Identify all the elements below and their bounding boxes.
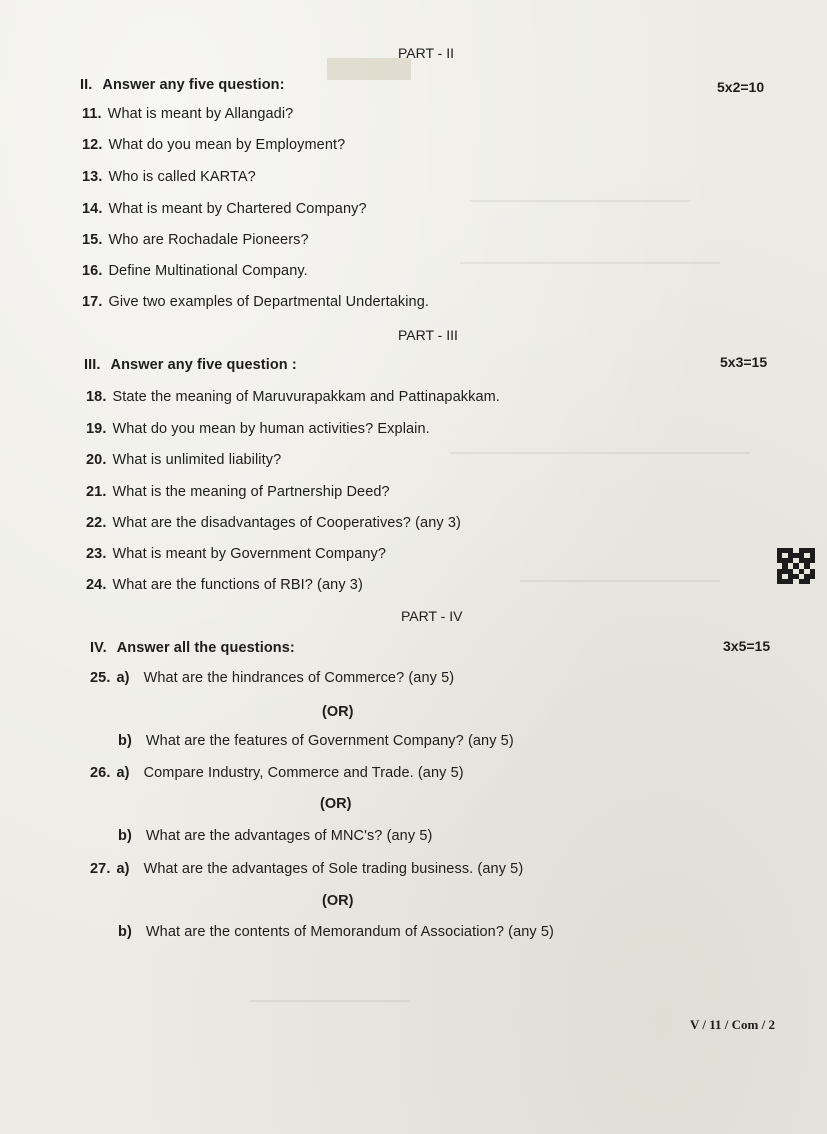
- part-3-marks: 5x3=15: [720, 354, 768, 370]
- question-12: [82, 137, 345, 153]
- question-text: Define Multinational Company.: [108, 263, 308, 279]
- part-3-instruction-text: Answer any five question :: [110, 357, 297, 373]
- or-label: (OR): [322, 893, 354, 909]
- question-text: What are the advantages of MNC's? (any 5): [145, 828, 433, 844]
- question-text: Who are Rochadale Pioneers?: [108, 232, 309, 248]
- question-number: 24.: [86, 577, 107, 593]
- question-11: [82, 106, 293, 122]
- question-text: What do you mean by Employment?: [108, 137, 346, 153]
- part-4-number: IV.: [90, 640, 107, 656]
- faded-stamp: [327, 58, 411, 80]
- question-text: What do you mean by human activities? Explain.: [112, 421, 430, 437]
- part-2-heading: PART - II: [398, 45, 455, 61]
- or-label: (OR): [322, 704, 354, 720]
- question-text: Give two examples of Departmental Undertaking.: [108, 294, 429, 310]
- question-text: What are the functions of RBI? (any 3): [112, 577, 363, 593]
- question-16: [82, 263, 308, 279]
- question-25a: [90, 670, 454, 686]
- question-14: [82, 201, 367, 217]
- question-number: 21.: [86, 484, 107, 500]
- part-2-instruction: [80, 77, 285, 93]
- question-text: What are the advantages of Sole trading business. (any 5): [143, 861, 524, 877]
- question-text: Compare Industry, Commerce and Trade. (any 5): [143, 765, 464, 781]
- question-text: Who is called KARTA?: [108, 169, 256, 185]
- show-through-bleed: [460, 262, 720, 264]
- question-26a: [90, 765, 464, 781]
- question-number: 13.: [82, 169, 103, 185]
- part-3-number: III.: [84, 357, 101, 373]
- question-text: What are the hindrances of Commerce? (any 5): [143, 670, 455, 686]
- question-number: 12.: [82, 137, 103, 153]
- question-number: 15.: [82, 232, 103, 248]
- question-number: 23.: [86, 546, 107, 562]
- or-label: (OR): [320, 796, 352, 812]
- option-label: a): [116, 861, 130, 877]
- question-text: What is meant by Government Company?: [112, 546, 387, 562]
- question-19: [86, 421, 430, 437]
- question-number: 25.: [90, 670, 111, 686]
- show-through-bleed: [470, 200, 690, 202]
- question-21: [86, 484, 390, 500]
- question-text: What is the meaning of Partnership Deed?: [112, 484, 390, 500]
- question-number: 16.: [82, 263, 103, 279]
- option-label: a): [116, 765, 130, 781]
- question-20: [86, 452, 281, 468]
- part-4-heading: PART - IV: [401, 608, 463, 624]
- question-24: [86, 577, 363, 593]
- question-number: 18.: [86, 389, 107, 405]
- question-17: [82, 294, 429, 310]
- question-number: 11.: [82, 106, 102, 122]
- option-label: b): [118, 924, 132, 940]
- question-number: 20.: [86, 452, 107, 468]
- question-number: 17.: [82, 294, 103, 310]
- part-4-instruction: [90, 640, 295, 656]
- question-25b: [118, 733, 514, 749]
- show-through-bleed: [250, 1000, 410, 1002]
- question-number: 19.: [86, 421, 107, 437]
- question-text: What is unlimited liability?: [112, 452, 282, 468]
- question-15: [82, 232, 309, 248]
- part-4-marks: 3x5=15: [723, 638, 771, 654]
- question-22: [86, 515, 461, 531]
- paper-code: V / 11 / Com / 2: [690, 1017, 775, 1032]
- option-label: b): [118, 733, 132, 749]
- question-text: What are the contents of Memorandum of Association? (any 5): [145, 924, 554, 940]
- question-text: What are the disadvantages of Cooperatives? (any 3): [112, 515, 461, 531]
- part-4-instruction-text: Answer all the questions:: [116, 640, 295, 656]
- part-2-instruction-text: Answer any five question:: [102, 77, 285, 93]
- question-text: What are the features of Government Company? (any 5): [145, 733, 514, 749]
- question-27a: [90, 861, 523, 877]
- question-13: [82, 169, 256, 185]
- question-text: What is meant by Allangadi?: [107, 106, 294, 122]
- question-number: 27.: [90, 861, 111, 877]
- part-2-number: II.: [80, 77, 93, 93]
- show-through-bleed: [520, 580, 720, 582]
- question-26b: [118, 828, 432, 844]
- qr-code-icon: [777, 548, 815, 584]
- option-label: a): [116, 670, 130, 686]
- question-18: [86, 389, 500, 405]
- part-2-marks: 5x2=10: [717, 79, 765, 95]
- question-text: What is meant by Chartered Company?: [108, 201, 367, 217]
- question-text: State the meaning of Maruvurapakkam and Pattinapakkam.: [112, 389, 500, 405]
- part-3-heading: PART - III: [398, 327, 458, 343]
- question-number: 26.: [90, 765, 111, 781]
- option-label: b): [118, 828, 132, 844]
- part-3-instruction: [84, 357, 297, 373]
- question-23: [86, 546, 386, 562]
- question-number: 22.: [86, 515, 107, 531]
- question-number: 14.: [82, 201, 103, 217]
- show-through-bleed: [450, 452, 750, 454]
- question-27b: [118, 924, 554, 940]
